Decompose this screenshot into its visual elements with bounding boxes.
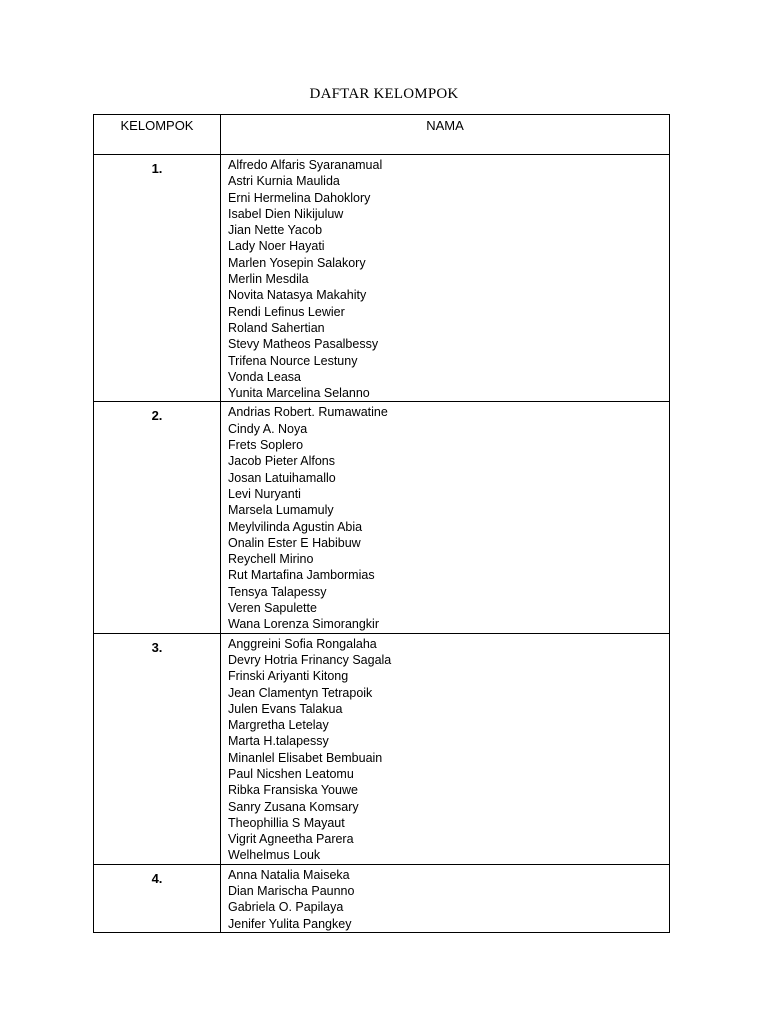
member-name: Andrias Robert. Rumawatine	[228, 405, 388, 420]
member-name: Ribka Fransiska Youwe	[228, 783, 358, 798]
member-name: Roland Sahertian	[228, 320, 325, 335]
member-name: Erni Hermelina Dahoklory	[228, 190, 371, 205]
member-name: Novita Natasya Makahity	[228, 288, 367, 303]
member-name: Marlen Yosepin Salakory	[228, 255, 366, 270]
member-name: Marta H.talapessy	[228, 734, 329, 749]
member-name: Margretha Letelay	[228, 718, 329, 733]
member-name: Paul Nicshen Leatomu	[228, 766, 354, 781]
member-name: Stevy Matheos Pasalbessy	[228, 337, 379, 352]
member-name: Devry Hotria Frinancy Sagala	[228, 652, 392, 667]
member-name: Meylvilinda Agustin Abia	[228, 519, 363, 534]
member-name: Jean Clamentyn Tetrapoik	[228, 685, 373, 700]
member-name: Josan Latuihamallo	[228, 470, 336, 485]
member-name: Anggreini Sofia Rongalaha	[228, 636, 377, 651]
member-name: Vigrit Agneetha Parera	[228, 832, 354, 847]
member-name: Julen Evans Talakua	[228, 701, 343, 716]
table-header-row	[94, 115, 670, 155]
member-name: Rut Martafina Jambormias	[228, 568, 375, 583]
group-number: 3.	[94, 633, 221, 864]
member-name: Astri Kurnia Maulida	[228, 174, 340, 189]
group-member-list	[221, 864, 670, 932]
group-member-list	[221, 402, 670, 633]
member-name: Rendi Lefinus Lewier	[228, 304, 345, 319]
member-name: Minanlel Elisabet Bembuain	[228, 750, 383, 765]
member-name: Frinski Ariyanti Kitong	[228, 669, 349, 684]
member-name: Isabel Dien Nikijuluw	[228, 206, 344, 221]
group-table	[93, 114, 670, 933]
member-name: Levi Nuryanti	[228, 486, 301, 501]
header-group: KELOMPOK	[94, 115, 221, 155]
member-name: Sanry Zusana Komsary	[228, 799, 359, 814]
member-name: Alfredo Alfaris Syaranamual	[228, 158, 383, 172]
member-name: Cindy A. Noya	[228, 421, 308, 436]
member-name: Gabriela O. Papilaya	[228, 900, 344, 915]
member-name: Anna Natalia Maiseka	[228, 867, 350, 882]
member-name: Vonda Leasa	[228, 369, 301, 384]
member-name: Dian Marischa Paunno	[228, 884, 355, 899]
member-name: Theophillia S Mayaut	[228, 815, 345, 830]
member-name: Jian Nette Yacob	[228, 223, 323, 238]
group-number: 4.	[94, 864, 221, 932]
member-name: Frets Soplero	[228, 438, 304, 453]
group-table-body	[94, 155, 670, 933]
header-names: NAMA	[221, 115, 670, 155]
member-name: Marsela Lumamuly	[228, 503, 334, 518]
table-row	[94, 864, 670, 932]
table-row	[94, 155, 670, 402]
group-member-list	[221, 155, 670, 402]
table-row	[94, 633, 670, 864]
group-number: 2.	[94, 402, 221, 633]
member-name: Jacob Pieter Alfons	[228, 454, 336, 469]
document-title: DAFTAR KELOMPOK	[309, 86, 459, 102]
member-name: Welhelmus Louk	[228, 848, 321, 863]
member-name: Jenifer Yulita Pangkey	[228, 916, 352, 931]
member-name: Lady Noer Hayati	[228, 239, 325, 254]
member-name: Reychell Mirino	[228, 552, 314, 567]
member-name: Onalin Ester E Habibuw	[228, 535, 361, 550]
table-row	[94, 402, 670, 633]
member-name: Tensya Talapessy	[228, 584, 327, 599]
group-number: 1.	[94, 155, 221, 402]
member-name: Trifena Nource Lestuny	[228, 353, 358, 368]
group-member-list	[221, 633, 670, 864]
member-name: Merlin Mesdila	[228, 272, 309, 287]
member-name: Yunita Marcelina Selanno	[228, 386, 370, 401]
member-name: Wana Lorenza Simorangkir	[228, 617, 379, 632]
member-name: Veren Sapulette	[228, 601, 317, 616]
